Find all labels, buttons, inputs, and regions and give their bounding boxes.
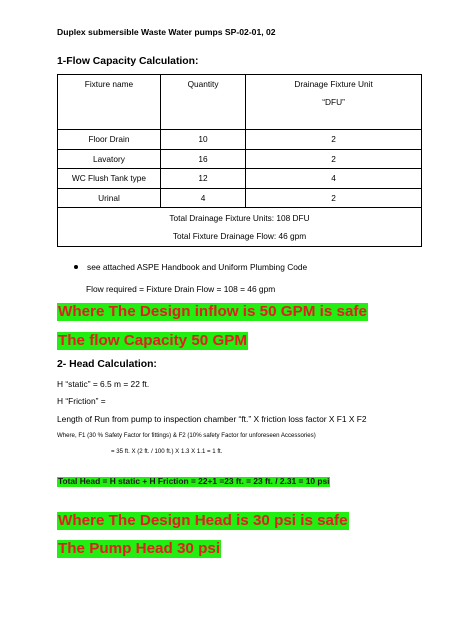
design-inflow-highlight: Where The Design inflow is 50 GPM is safe xyxy=(58,303,367,320)
cell-dfu: 2 xyxy=(246,188,422,208)
total-units: Total Drainage Fixture Units: 108 DFU xyxy=(169,213,310,223)
static-head-line: H “static” = 6.5 m = 22 ft. xyxy=(57,379,150,389)
pump-head-highlight: The Pump Head 30 psi xyxy=(58,540,221,557)
header-dfu xyxy=(246,75,422,130)
table-row xyxy=(58,188,422,208)
length-of-run-line: Length of Run from pump to inspection chamber “ft.” X friction loss factor X F1 X F2 xyxy=(57,414,367,424)
header-fixture-name: Fixture name xyxy=(58,75,161,130)
cell-dfu: 2 xyxy=(246,130,422,150)
friction-head-line: H “Friction” = xyxy=(57,396,106,406)
table-row xyxy=(58,169,422,189)
cell-fixture: Floor Drain xyxy=(58,130,161,150)
design-head-highlight: Where The Design Head is 30 psi is safe xyxy=(58,512,348,529)
total-flow: Total Fixture Drainage Flow: 46 gpm xyxy=(172,231,307,241)
bullet-dot-icon xyxy=(74,265,78,269)
cell-quantity: 12 xyxy=(160,169,245,189)
table-total-row xyxy=(58,208,422,247)
cell-fixture: WC Flush Tank type xyxy=(58,169,161,189)
flow-section-heading: 1-Flow Capacity Calculation: xyxy=(57,56,199,67)
cell-quantity: 4 xyxy=(160,188,245,208)
cell-quantity: 10 xyxy=(160,130,245,150)
table-row xyxy=(58,149,422,169)
safety-factor-line: Where, F1 (30 % Safety Factor for fittings) & F2 (10% safety Factor for unforeseen Accessories) xyxy=(57,432,316,439)
cell-fixture: Urinal xyxy=(58,188,161,208)
friction-calc-line: = 35 ft. X (2 ft. / 100 ft.) X 1.3 X 1.1 = 1 ft. xyxy=(111,448,223,455)
table-totals xyxy=(58,208,422,247)
cell-fixture: Lavatory xyxy=(58,149,161,169)
table-header-row xyxy=(58,75,422,130)
table-row xyxy=(58,130,422,150)
header-quantity: Quantity xyxy=(160,75,245,130)
flow-capacity-highlight: The flow Capacity 50 GPM xyxy=(58,332,248,349)
flow-required-line: Flow required = Fixture Drain Flow = 108 = 46 gpm xyxy=(86,284,276,294)
header-dfu-abbrev: “DFU” xyxy=(322,97,345,107)
document-title: Duplex submersible Waste Water pumps SP-02-01, 02 xyxy=(57,27,276,37)
header-dfu-label: Drainage Fixture Unit xyxy=(294,79,373,89)
cell-dfu: 4 xyxy=(246,169,422,189)
fixture-table xyxy=(57,74,422,247)
cell-quantity: 16 xyxy=(160,149,245,169)
cell-dfu: 2 xyxy=(246,149,422,169)
reference-text: see attached ASPE Handbook and Uniform Plumbing Code xyxy=(87,262,308,272)
total-head-highlight: Total Head = H static + H Friction = 22+1 =23 ft. = 23 ft. / 2.31 = 10 psi xyxy=(58,476,330,486)
head-section-heading: 2- Head Calculation: xyxy=(57,359,157,370)
